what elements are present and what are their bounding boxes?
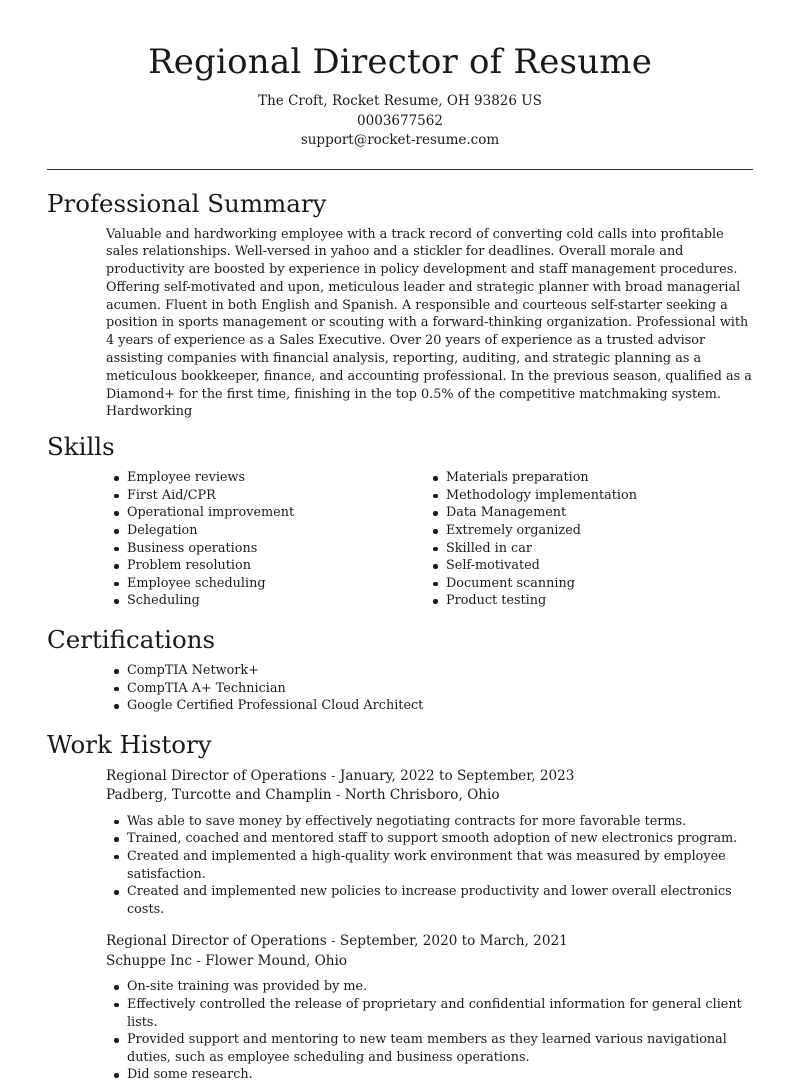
- job-bullets: [106, 813, 753, 919]
- skill-item: Extremely organized: [425, 522, 755, 540]
- job-bullet: Did some research.: [106, 1066, 753, 1084]
- certifications-section: [0, 624, 800, 715]
- job-title-line: Regional Director of Operations - September, 2020 to March, 2021: [106, 933, 568, 950]
- job-bullet: Effectively controlled the release of proprietary and confidential information for general client lists.: [106, 996, 753, 1031]
- resume-header: [0, 0, 800, 151]
- skill-item: Scheduling: [106, 592, 425, 610]
- job-dates: September, 2020 to March, 2021: [339, 933, 568, 950]
- skills-heading: Skills: [47, 432, 115, 462]
- job-company: Schuppe Inc: [106, 952, 192, 969]
- job-company-line: Padberg, Turcotte and Champlin - North Chrisboro, Ohio: [106, 787, 500, 804]
- skill-item: Employee scheduling: [106, 575, 425, 593]
- professional-summary-text: Valuable and hardworking employee with a track record of converting cold calls into profitable sales relationships. Well-versed in yahoo and a stickler for deadlines. Overall morale and productivity are boosted by experience in policy development and staff management procedures. Offering self-motivated and upon, meticulous leader and strategic planner with broad managerial acumen. Fluent in both English and Spanish. A responsible and courteous self-starter seeking a position in sports management or scouting with a forward-thinking organization. Professional with 4 years of experience as a Sales Executive. Over 20 years of experience as a trusted advisor assisting companies with financial analysis, reporting, auditing, and strategic planning as a meticulous bookkeeper, finance, and accounting professional. In the previous season, qualified as a Diamond+ for the first time, finishing in the top 0.5% of the competitive matchmaking system. Hardworking: [106, 226, 752, 420]
- skill-item: Self-motivated: [425, 557, 755, 575]
- skill-item: First Aid/CPR: [106, 487, 425, 505]
- job-role: Regional Director of Operations: [106, 767, 327, 784]
- job-company: Padberg, Turcotte and Champlin: [106, 787, 332, 804]
- job-bullet: Was able to save money by effectively negotiating contracts for more favorable terms.: [106, 813, 753, 831]
- contact-block: [0, 92, 800, 151]
- skill-item: Methodology implementation: [425, 487, 755, 505]
- job-company-line: Schuppe Inc - Flower Mound, Ohio: [106, 952, 348, 969]
- job-entry: [106, 932, 753, 1084]
- professional-summary-section: [0, 188, 800, 422]
- professional-summary-heading: Professional Summary: [47, 188, 327, 218]
- job-dates: January, 2022 to September, 2023: [339, 767, 575, 784]
- certification-item: Google Certified Professional Cloud Architect: [106, 697, 800, 715]
- skill-item: Operational improvement: [106, 504, 425, 522]
- contact-address: The Croft, Rocket Resume, OH 93826 US: [258, 93, 542, 109]
- work-history-heading: Work History: [47, 729, 212, 759]
- job-bullet: Created and implemented new policies to increase productivity and lower overall electronics costs.: [106, 883, 753, 918]
- skills-list-left: [106, 469, 425, 610]
- skill-item: Skilled in car: [425, 540, 755, 558]
- job-location: Flower Mound, Ohio: [205, 952, 348, 969]
- skill-item: Business operations: [106, 540, 425, 558]
- contact-email: support@rocket-resume.com: [300, 132, 500, 148]
- skill-item: Document scanning: [425, 575, 755, 593]
- skills-columns: [0, 469, 800, 610]
- header-divider: [47, 169, 753, 170]
- certification-item: CompTIA Network+: [106, 662, 800, 680]
- job-bullet: Trained, coached and mentored staff to support smooth adoption of new electronics program.: [106, 830, 753, 848]
- job-bullet: Provided support and mentoring to new team members as they learned various navigational duties, such as employee scheduling and business operations.: [106, 1031, 753, 1066]
- skills-section: [0, 431, 800, 610]
- job-bullets: [106, 978, 753, 1084]
- skill-item: Materials preparation: [425, 469, 755, 487]
- job-bullet: Created and implemented a high-quality work environment that was measured by employee satisfaction.: [106, 848, 753, 883]
- job-role: Regional Director of Operations: [106, 933, 327, 950]
- work-history-section: [0, 729, 800, 1084]
- job-entry: [106, 767, 753, 919]
- skills-list-right: [425, 469, 755, 610]
- skill-item: Employee reviews: [106, 469, 425, 487]
- skill-item: Product testing: [425, 592, 755, 610]
- contact-phone: 0003677562: [357, 112, 443, 129]
- skill-item: Delegation: [106, 522, 425, 540]
- certifications-heading: Certifications: [47, 625, 216, 655]
- certification-item: CompTIA A+ Technician: [106, 680, 800, 698]
- skill-item: Problem resolution: [106, 557, 425, 575]
- job-title-line: Regional Director of Operations - January, 2022 to September, 2023: [106, 767, 575, 784]
- job-location: North Chrisboro, Ohio: [344, 787, 500, 804]
- candidate-name: Regional Director of Resume: [147, 42, 653, 82]
- certifications-list: [106, 662, 800, 715]
- skill-item: Data Management: [425, 504, 755, 522]
- job-bullet: On-site training was provided by me.: [106, 978, 753, 996]
